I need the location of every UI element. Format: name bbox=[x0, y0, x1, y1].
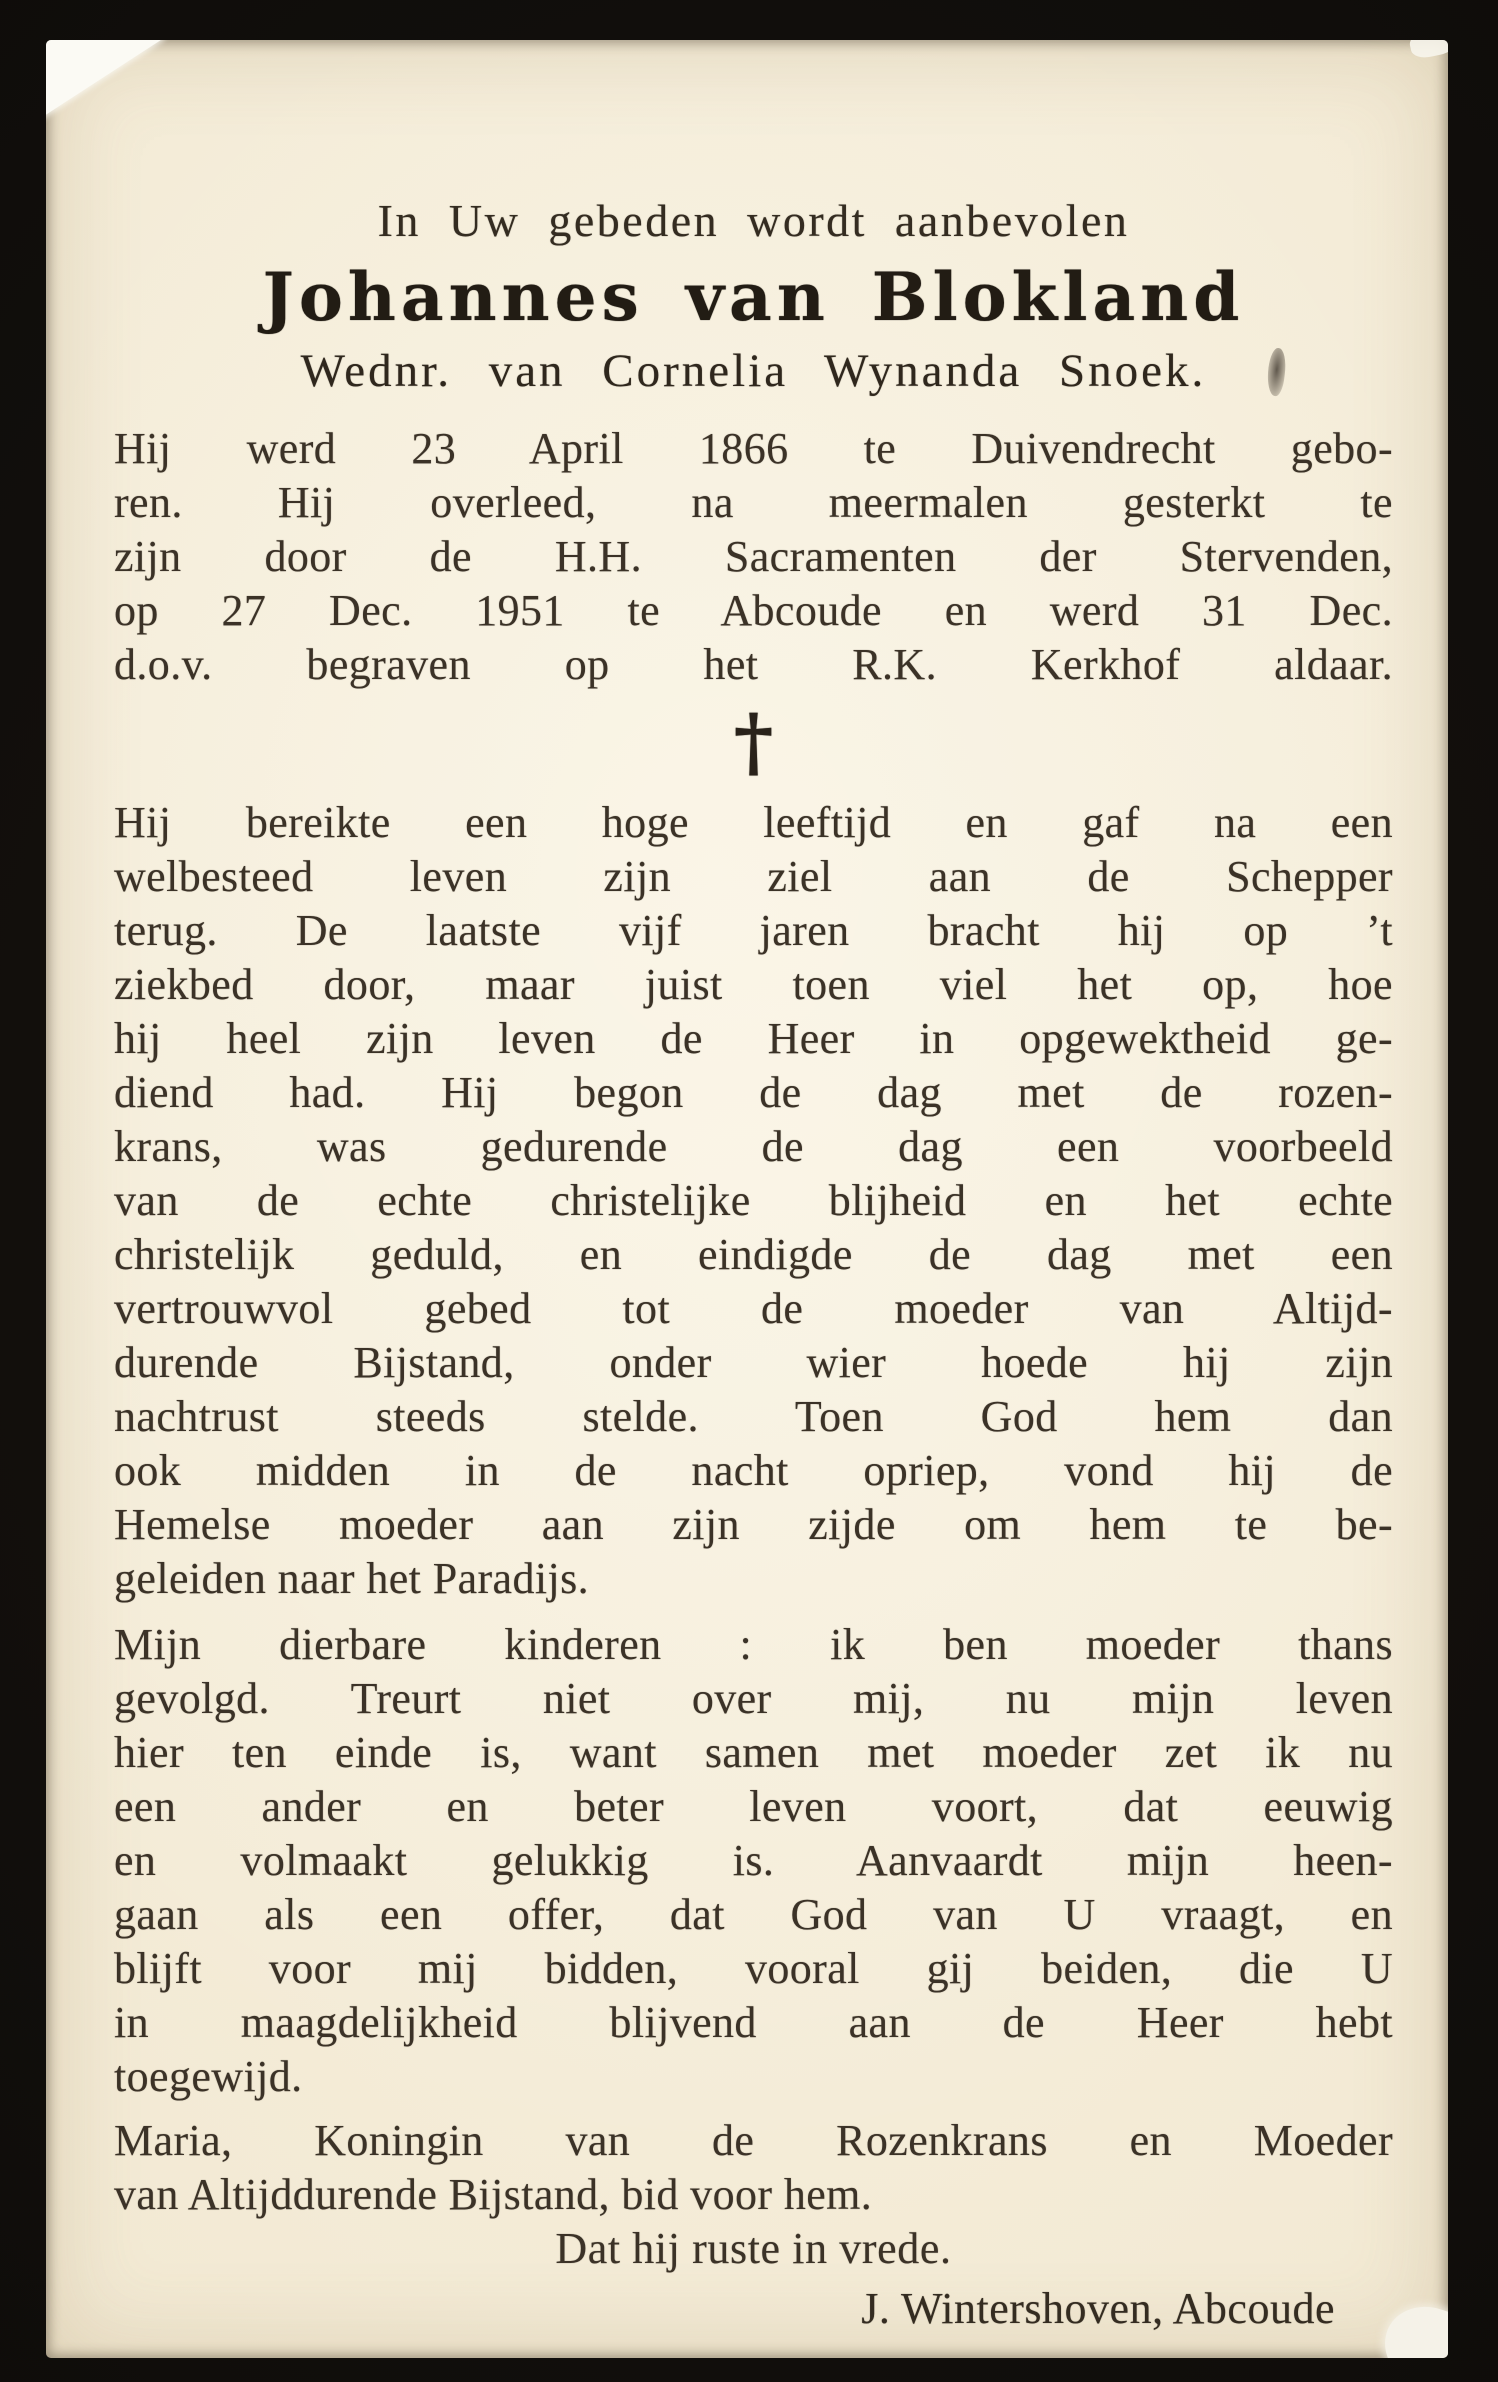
text-line: een ander en beter leven voort, dat eeuwig bbox=[114, 1781, 1393, 1831]
text-line: krans, was gedurende de dag een voorbeeld bbox=[114, 1121, 1393, 1171]
deceased-name: Johannes van Blokland bbox=[262, 258, 1245, 336]
text-line: diend had. Hij begon de dag met de rozen- bbox=[114, 1067, 1393, 1117]
text-line: gevolgd. Treurt niet over mij, nu mijn leven bbox=[114, 1673, 1393, 1723]
text-line: Hij werd 23 April 1866 te Duivendrecht gebo- bbox=[114, 423, 1393, 473]
subtitle-line: Wednr. van Cornelia Wynanda Snoek. bbox=[300, 344, 1207, 397]
text-line: Maria, Koningin van de Rozenkrans en Moeder bbox=[114, 2115, 1393, 2165]
paragraph-life bbox=[114, 796, 1393, 1606]
cross-icon: † bbox=[733, 696, 774, 786]
text-line: op 27 Dec. 1951 te Abcoude en werd 31 Dec. bbox=[114, 585, 1393, 635]
text-line: terug. De laatste vijf jaren bracht hij op ’t bbox=[114, 905, 1393, 955]
text-line: Mijn dierbare kinderen : ik ben moeder thans bbox=[114, 1619, 1393, 1669]
text-line: christelijk geduld, en eindigde de dag met een bbox=[114, 1229, 1393, 1279]
closing-line: Dat hij ruste in vrede. bbox=[555, 2223, 952, 2273]
text-line: in maagdelijkheid blijvend aan de Heer hebt bbox=[114, 1997, 1393, 2047]
text-line: toegewijd. bbox=[114, 2051, 303, 2101]
text-line: van Altijddurende Bijstand, bid voor hem. bbox=[114, 2169, 873, 2219]
text-line: hij heel zijn leven de Heer in opgewektheid ge- bbox=[114, 1013, 1393, 1063]
text-line: gaan als een offer, dat God van U vraagt, en bbox=[114, 1889, 1393, 1939]
paragraph-bio bbox=[114, 422, 1393, 692]
text-line: welbesteed leven zijn ziel aan de Schepper bbox=[114, 851, 1393, 901]
text-line: nachtrust steeds stelde. Toen God hem dan bbox=[114, 1391, 1393, 1441]
text-line: hier ten einde is, want samen met moeder zet ik nu bbox=[114, 1727, 1393, 1777]
text-line: zijn door de H.H. Sacramenten der Stervenden, bbox=[114, 531, 1393, 581]
paragraph-farewell bbox=[114, 1618, 1393, 2104]
signature-line: J. Wintershoven, Abcoude bbox=[861, 2283, 1335, 2333]
text-line: van de echte christelijke blijheid en het echte bbox=[114, 1175, 1393, 1225]
card-paper bbox=[46, 40, 1448, 2358]
text-line: vertrouwvol gebed tot de moeder van Altijd- bbox=[114, 1283, 1393, 1333]
text-line: Hij bereikte een hoge leeftijd en gaf na een bbox=[114, 797, 1393, 847]
card-content bbox=[46, 40, 1448, 2334]
paragraph-prayer bbox=[114, 2114, 1393, 2222]
text-line: durende Bijstand, onder wier hoede hij zijn bbox=[114, 1337, 1393, 1387]
text-line: geleiden naar het Paradijs. bbox=[114, 1553, 590, 1603]
text-line: ook midden in de nacht opriep, vond hij de bbox=[114, 1445, 1393, 1495]
text-line: Hemelse moeder aan zijn zijde om hem te be- bbox=[114, 1499, 1393, 1549]
text-line: ziekbed door, maar juist toen viel het op, hoe bbox=[114, 959, 1393, 1009]
intro-line: In Uw gebeden wordt aanbevolen bbox=[377, 195, 1130, 246]
text-line: blijft voor mij bidden, vooral gij beiden, die U bbox=[114, 1943, 1393, 1993]
text-line: d.o.v. begraven op het R.K. Kerkhof aldaar. bbox=[114, 639, 1393, 689]
text-line: en volmaakt gelukkig is. Aanvaardt mijn heen- bbox=[114, 1835, 1393, 1885]
text-line: ren. Hij overleed, na meermalen gesterkt te bbox=[114, 477, 1393, 527]
